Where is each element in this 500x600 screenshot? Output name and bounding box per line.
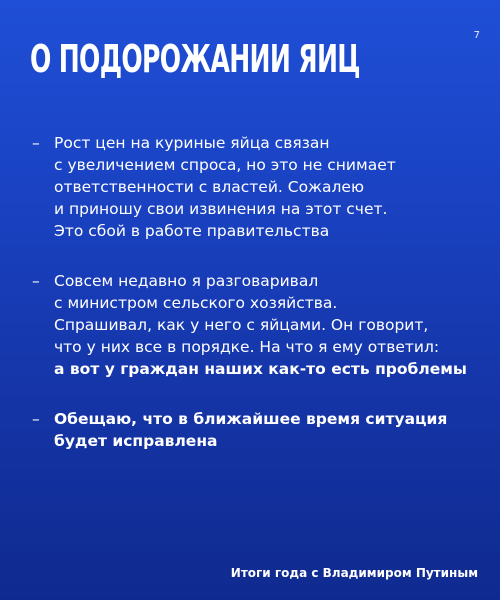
bullet-line: Совсем недавно я разговаривал bbox=[54, 272, 319, 290]
bullet-line: с увеличением спроса, но это не снимает bbox=[54, 156, 396, 174]
dash-marker: – bbox=[32, 134, 40, 152]
bullet-line: что у них все в порядке. На что я ему ответил: bbox=[54, 338, 440, 356]
page-title: О ПОДОРОЖАНИИ ЯИЦ bbox=[30, 37, 360, 81]
bullet-line: Спрашивал, как у него с яйцами. Он говорит, bbox=[54, 316, 429, 334]
page-number: 7 bbox=[473, 30, 480, 41]
bullet-line: Рост цен на куриные яйца связан bbox=[54, 134, 330, 152]
bullet-line: будет исправлена bbox=[54, 432, 218, 450]
bullet-item-2 bbox=[32, 270, 482, 380]
bullet-line: Это сбой в работе правительства bbox=[54, 222, 330, 240]
dash-marker: – bbox=[32, 410, 40, 428]
bullet-item-3 bbox=[32, 408, 482, 452]
bullet-line: с министром сельского хозяйства. bbox=[54, 294, 338, 312]
bullet-item-1 bbox=[32, 132, 482, 242]
footer-caption: Итоги года с Владимиром Путиным bbox=[230, 566, 478, 580]
dash-marker: – bbox=[32, 272, 40, 290]
bullet-list bbox=[32, 132, 482, 452]
bullet-line: ответственности с властей. Сожалею bbox=[54, 178, 364, 196]
bullet-line: Обещаю, что в ближайшее время ситуация bbox=[54, 410, 448, 428]
bullet-line: и приношу свои извинения на этот счет. bbox=[54, 200, 388, 218]
bullet-line-emphasis: а вот у граждан наших как-то есть проблемы bbox=[54, 360, 467, 378]
